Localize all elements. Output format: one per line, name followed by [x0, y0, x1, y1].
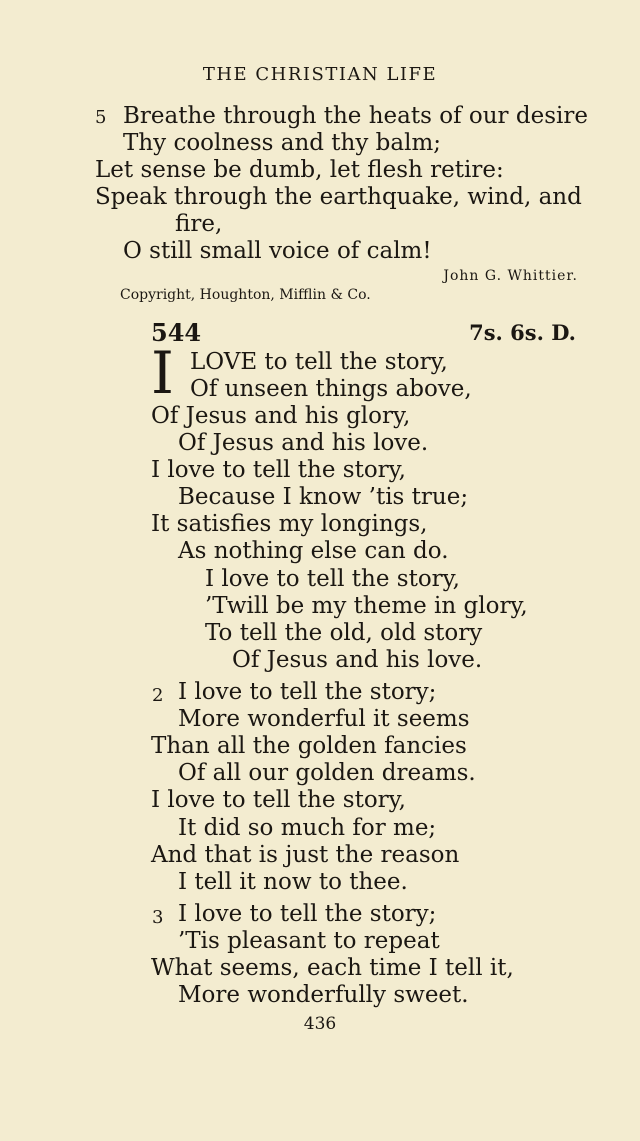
hymn-line: Speak through the earthquake, wind, and [95, 184, 582, 210]
verse-number: 2 [152, 685, 164, 706]
author-attribution: John G. Whittier. [443, 268, 578, 284]
hymn-line: Thy coolness and thy balm; [123, 130, 442, 156]
hymn-line: More wonderfully sweet. [178, 982, 469, 1008]
hymn-meter: 7s. 6s. D. [469, 320, 576, 345]
hymn-line: I tell it now to thee. [178, 869, 408, 895]
hymn-line: Because I know ’tis true; [178, 484, 469, 510]
hymn-line: And that is just the reason [151, 842, 460, 868]
hymn-line: Of Jesus and his love. [178, 430, 429, 456]
drop-cap: I [151, 339, 174, 407]
running-header: THE CHRISTIAN LIFE [202, 64, 438, 85]
hymn-line: It did so much for me; [178, 815, 437, 841]
hymn-line: I love to tell the story, [205, 566, 460, 592]
hymn-line: I love to tell the story, [151, 457, 406, 483]
hymn-line: Breathe through the heats of our desire [123, 103, 588, 129]
hymn-line: Of unseen things above, [190, 376, 472, 402]
hymn-line: As nothing else can do. [178, 538, 449, 564]
verse-number: 5 [95, 107, 107, 128]
hymn-line: More wonderful it seems [178, 706, 470, 732]
hymn-number: 544 [151, 318, 202, 347]
hymn-line: ’Tis pleasant to repeat [178, 928, 440, 954]
hymn-line: Of Jesus and his glory, [151, 403, 411, 429]
hymn-line: Let sense be dumb, let flesh retire: [95, 157, 504, 183]
hymn-line: Of all our golden dreams. [178, 760, 476, 786]
hymn-line: O still small voice of calm! [123, 238, 432, 264]
hymn-line: LOVE to tell the story, [190, 349, 448, 375]
page-number: 436 [303, 1014, 337, 1034]
copyright-notice: Copyright, Houghton, Mifflin & Co. [120, 287, 371, 303]
hymn-line: To tell the old, old story [205, 620, 483, 646]
verse-number: 3 [152, 907, 164, 928]
hymn-line: It satisfies my longings, [151, 511, 428, 537]
hymn-line: What seems, each time I tell it, [151, 955, 514, 981]
hymn-line: fire, [175, 211, 223, 237]
hymn-line: ’Twill be my theme in glory, [205, 593, 528, 619]
hymn-line: I love to tell the story; [178, 679, 437, 705]
hymn-line: Than all the golden fancies [151, 733, 467, 759]
hymn-line: I love to tell the story; [178, 901, 437, 927]
hymn-line: I love to tell the story, [151, 787, 406, 813]
hymn-line: Of Jesus and his love. [232, 647, 483, 673]
